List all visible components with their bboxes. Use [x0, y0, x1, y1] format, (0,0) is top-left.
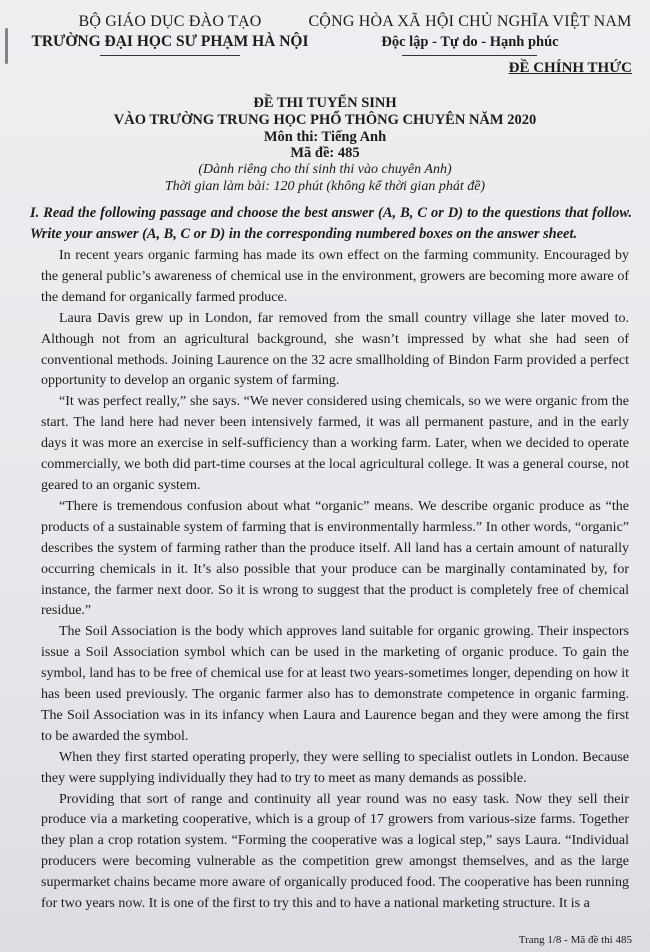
exam-note: (Dành riêng cho thí sinh thi vào chuyên Anh) [198, 162, 452, 178]
exam-subject: Môn thi: Tiếng Anh [263, 128, 387, 145]
country-name: CỘNG HÒA XÃ HỘI CHỦ NGHĨA VIỆT NAM [308, 13, 632, 30]
university-name: TRƯỜNG ĐẠI HỌC SƯ PHẠM HÀ NỘI [31, 33, 309, 50]
passage-paragraph: “There is tremendous confusion about what “organic” means. We describe organic produce as “the products of a sustainable system of farming that is environmentally harmless.” In other words, “organic” describes the system of farming rather than the produce itself. All land has a certain amount of naturally occurring chemicals in it. It’s also possible that your produce can be marginally contaminated by, for instance, the farmer next door. So it is wrong to suggest that the product is completely free of chemical residue.” [41, 498, 629, 619]
page-footer: Trang 1/8 - Mã đề thi 485 [518, 934, 632, 946]
passage-paragraph: Providing that sort of range and continuity all year round was no easy task. Now they sell their produce via a marketing cooperative, which is a group of 17 growers from various-size farms. Together they plan a crop rotation system. “Forming the cooperative was a logical step,” says Laura. “Individual producers were becoming vulnerable as the competition grew amongst themselves, and as the large supermarket chains became more aware of organically produced food. The cooperative has been running for two years now. It is one of the first to try this and to have a national marketing structure. It is a [41, 791, 629, 912]
passage-paragraph: In recent years organic farming has made its own effect on the farming community. Encouraged by the general public’s awareness of chemical use in the environment, growers are becoming more aware of the demand for organically farmed produce. [41, 248, 629, 305]
margin-pen-mark [5, 28, 8, 64]
exam-code: Mã đề: 485 [290, 145, 360, 162]
reading-passage [41, 246, 629, 915]
exam-title: ĐỀ THI TUYỂN SINH [253, 95, 397, 111]
exam-title-block [60, 95, 590, 196]
header-divider-right [402, 55, 537, 56]
passage-paragraph: The Soil Association is the body which approves land suitable for organic growing. Their inspectors issue a Soil Association symbol which can be used in the marketing of organic produce. To gain the symbol, land has to be free of chemical use for at least two years-sometimes longer, depending on how it has been used previously. The organic farmer also has to demonstrate competence in organic farming. The Soil Association was in its infancy when Laura and Laurence began and they were among the first to be awarded the symbol. [41, 624, 629, 744]
passage-paragraph: When they first started operating properly, they were selling to specialist outlets in London. Because they were supplying individually they had to try to meet as many demands as possible. [41, 749, 629, 786]
national-motto: Độc lập - Tự do - Hạnh phúc [381, 34, 559, 50]
exam-time: Thời gian làm bài: 120 phút (không kể thời gian phát đề) [164, 178, 486, 194]
official-exam-label: ĐỀ CHÍNH THỨC [508, 60, 632, 76]
passage-paragraph: Laura Davis grew up in London, far removed from the small country village she later moved to. Although not from an agricultural background, she wasn’t impressed by what she had seen of conventional methods. Joining Laurence on the 32 acre smallholding of Bindon Farm provided a perfect opportunity to develop an organic system of farming. [41, 310, 629, 389]
exam-subtitle: VÀO TRƯỜNG TRUNG HỌC PHỔ THÔNG CHUYÊN NĂM 2020 [113, 111, 537, 128]
section-instruction: I. Read the following passage and choose the best answer (A, B, C or D) to the questions that follow. Write your answer (A, B, C or D) in the corresponding numbered boxes on the answer sheet. [30, 205, 632, 242]
ministry-header [30, 12, 310, 52]
ministry-name: BỘ GIÁO DỤC ĐÀO TẠO [78, 13, 262, 30]
passage-paragraph: “It was perfect really,” she says. “We never considered using chemicals, so we were organic from the start. The land here had never been intensively farmed, it was all permanent pasture, and in the early days it was more an exercise in self-sufficiency than a working farm. Later, when we decided to operate commercially, we both did part-time courses at the local agricultural college. It was a general course, not geared to an organic system. [41, 394, 629, 493]
header-divider-left [100, 55, 240, 56]
national-header [305, 12, 635, 52]
